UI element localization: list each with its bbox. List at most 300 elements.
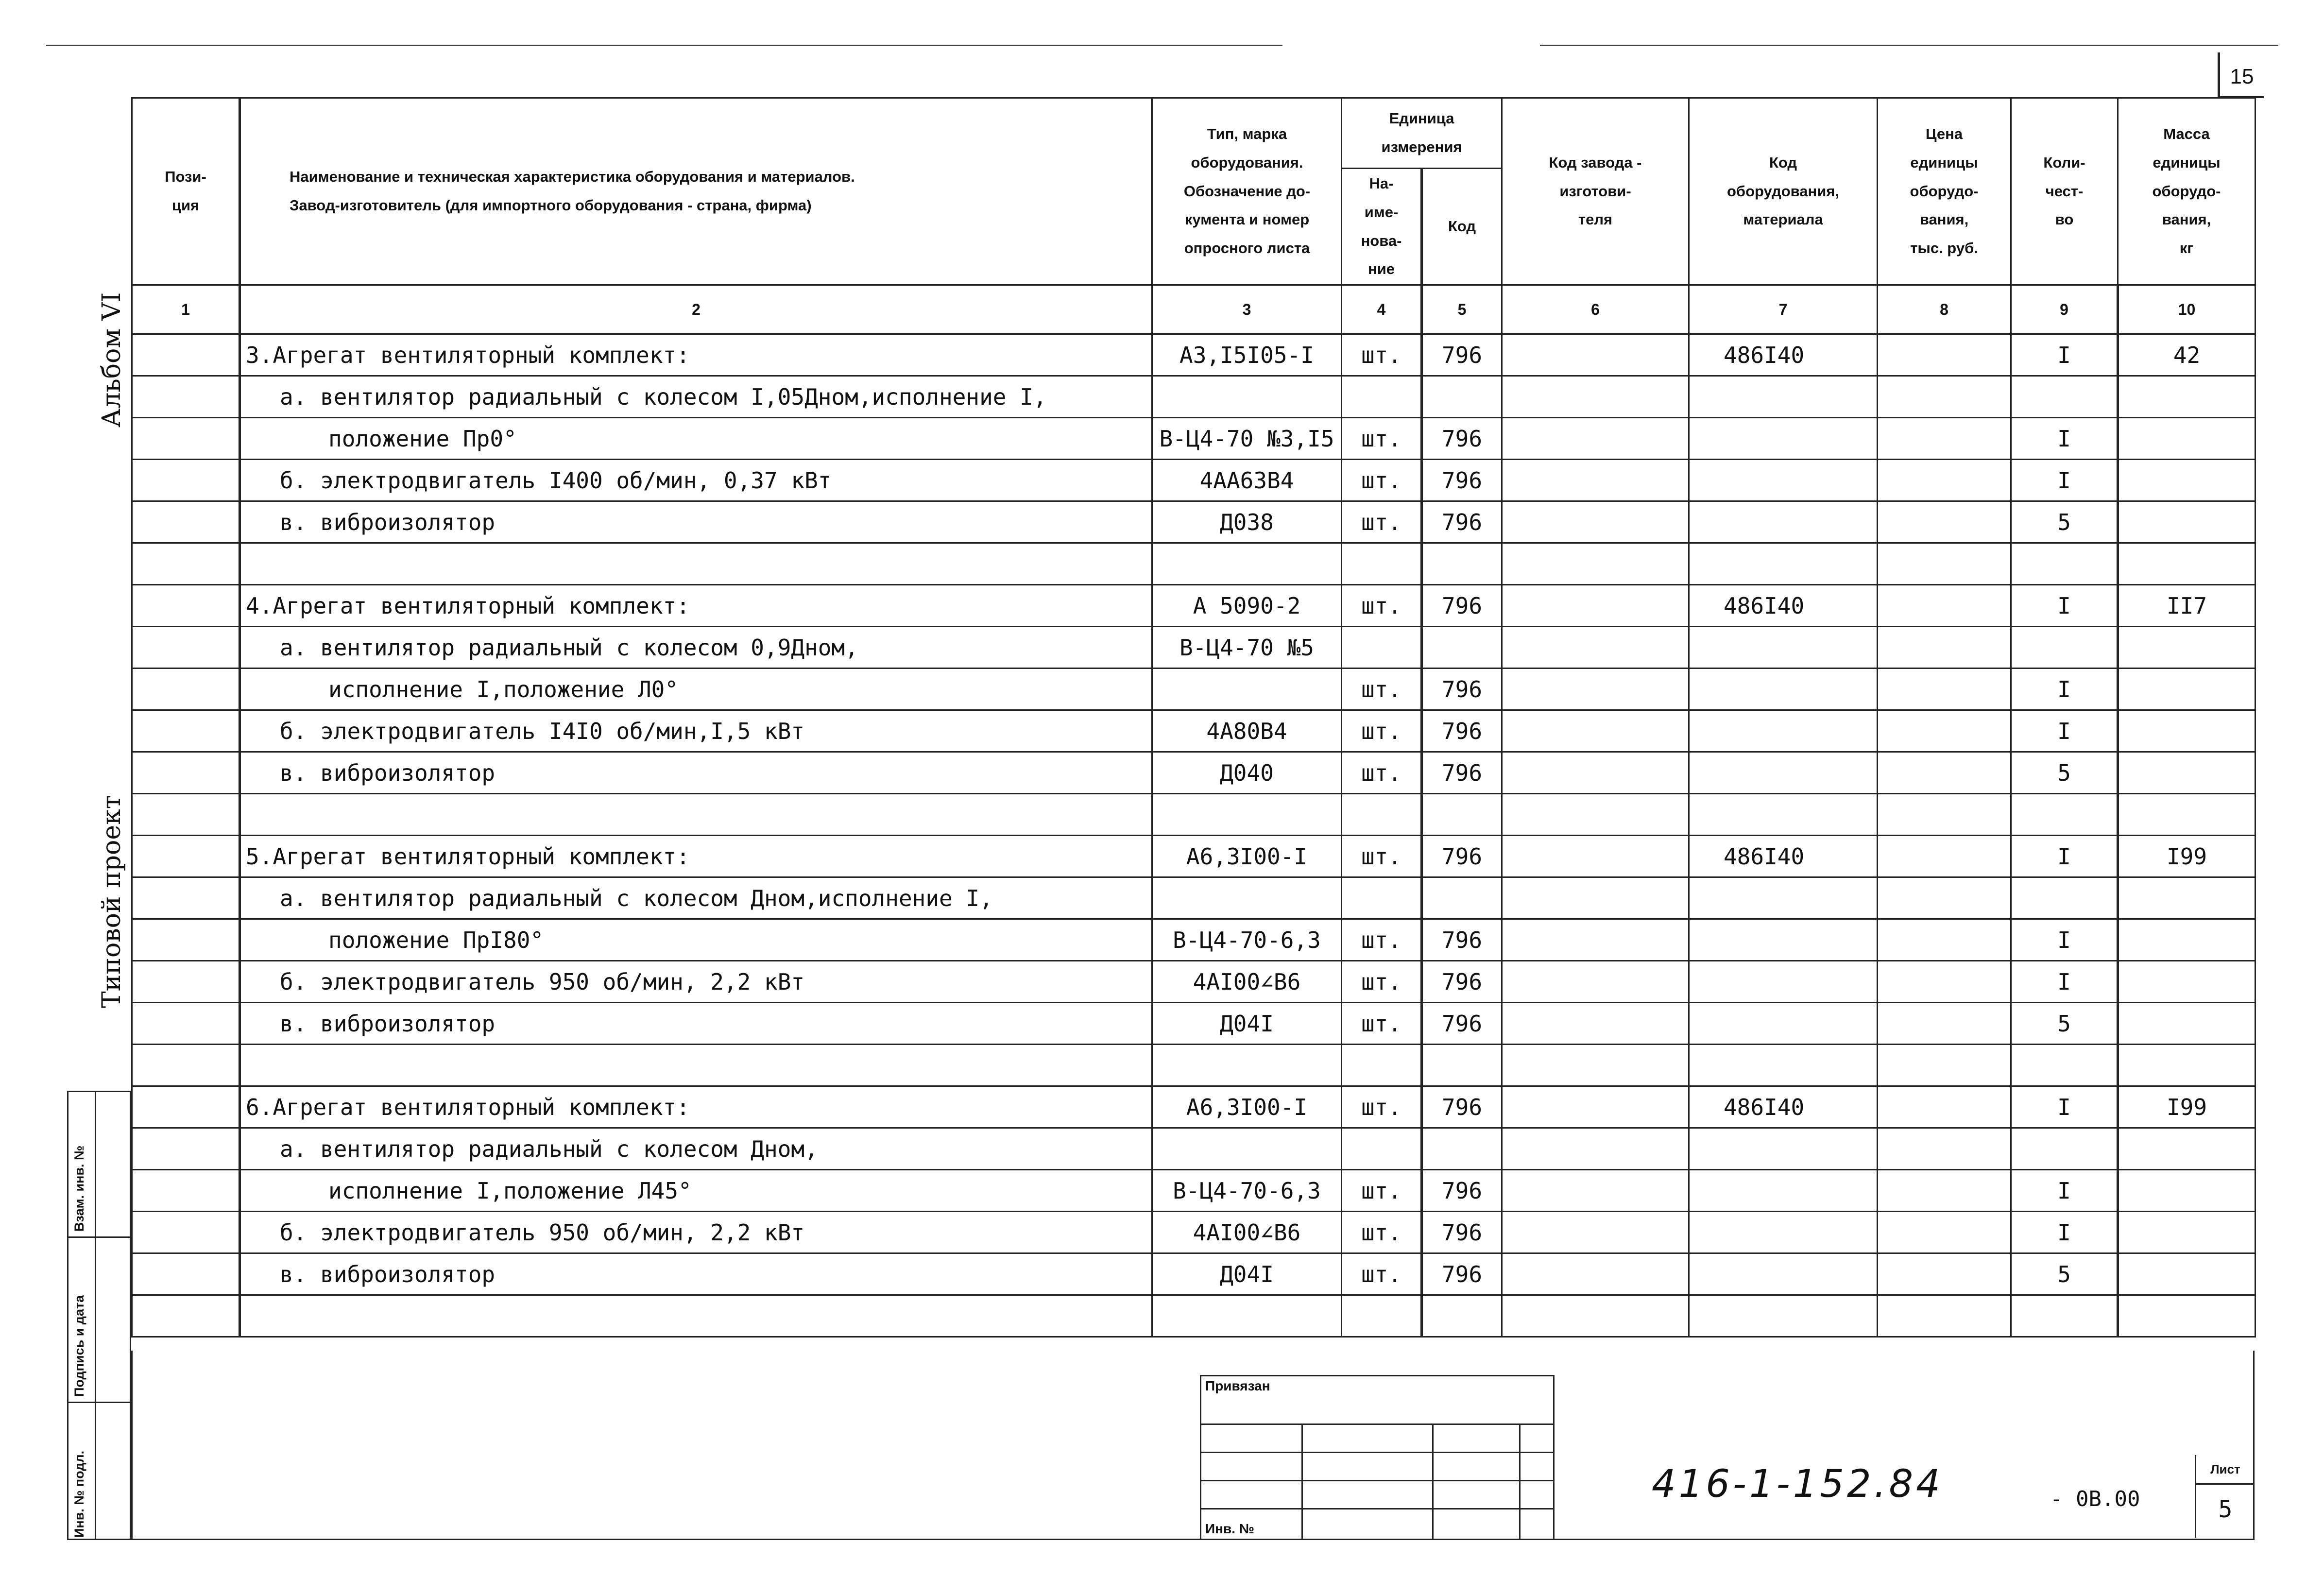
unit-code: 796 — [1422, 334, 1502, 376]
unit-code: 796 — [1422, 919, 1502, 961]
table-row — [132, 460, 2256, 501]
unit-price — [1878, 543, 2011, 585]
document-suffix: - 0В.00 — [2050, 1487, 2140, 1511]
item-name — [240, 1045, 1152, 1086]
unit-code — [1422, 1295, 1502, 1337]
quantity: I — [2011, 418, 2118, 460]
item-type: А6,3I00-I — [1152, 1086, 1342, 1128]
quantity — [2011, 543, 2118, 585]
equipment-code — [1689, 543, 1878, 585]
unit-mass: I99 — [2118, 1086, 2256, 1128]
position-cell — [132, 376, 240, 418]
plant-code — [1502, 627, 1689, 669]
item-name: а. вентилятор радиальный с колесом Дном, — [240, 1128, 1152, 1170]
unit-price — [1878, 1212, 2011, 1253]
unit-price — [1878, 627, 2011, 669]
equipment-code — [1689, 460, 1878, 501]
equipment-code — [1689, 1003, 1878, 1045]
position-cell — [132, 836, 240, 877]
item-name: б. электродвигатель I400 об/мин, 0,37 кВт — [240, 460, 1152, 501]
unit-name — [1342, 1128, 1422, 1170]
unit-mass — [2118, 501, 2256, 543]
item-type: 4АI00∠В6 — [1152, 1212, 1342, 1253]
header-unit-name-line: име- — [1364, 203, 1399, 221]
position-cell — [132, 501, 240, 543]
item-name: в. виброизолятор — [240, 1003, 1152, 1045]
unit-mass — [2118, 669, 2256, 710]
equipment-code: 486I40 — [1689, 1086, 1878, 1128]
unit-price — [1878, 334, 2011, 376]
item-type — [1152, 1045, 1342, 1086]
table-row — [132, 627, 2256, 669]
unit-name: шт. — [1342, 1212, 1422, 1253]
header-equipment-code — [1689, 98, 1878, 285]
item-type — [1152, 376, 1342, 418]
item-type: Д04I — [1152, 1003, 1342, 1045]
top-rule-right — [1540, 45, 2278, 46]
unit-code: 796 — [1422, 418, 1502, 460]
position-cell — [132, 1086, 240, 1128]
table-row — [132, 1086, 2256, 1128]
unit-name: шт. — [1342, 501, 1422, 543]
unit-mass — [2118, 418, 2256, 460]
unit-mass — [2118, 710, 2256, 752]
equipment-code: 486I40 — [1689, 334, 1878, 376]
header-price-line: тыс. руб. — [1910, 240, 1978, 257]
item-name: исполнение I,положение Л45° — [240, 1170, 1152, 1212]
header-type-line: Обозначение до- — [1183, 182, 1311, 200]
unit-code — [1422, 1128, 1502, 1170]
unit-name: шт. — [1342, 1086, 1422, 1128]
stamp-inv-label: Инв. № — [1201, 1509, 1302, 1540]
strip-replace-inv: Взам. инв. № — [72, 1145, 86, 1232]
document-number: 416-1-152.84 — [1652, 1462, 1943, 1506]
unit-mass — [2118, 794, 2256, 836]
unit-price — [1878, 752, 2011, 794]
table-row — [132, 794, 2256, 836]
header-quantity-line: во — [2055, 211, 2074, 228]
header-unit-name-line: нова- — [1361, 232, 1402, 249]
quantity — [2011, 794, 2118, 836]
equipment-code — [1689, 669, 1878, 710]
item-name: 5.Агрегат вентиляторный комплект: — [240, 836, 1152, 877]
unit-code: 796 — [1422, 460, 1502, 501]
column-number: 8 — [1878, 285, 2011, 334]
sheet-top-number: 15 — [2218, 52, 2264, 98]
item-type: В-Ц4-70-6,3 — [1152, 919, 1342, 961]
unit-price — [1878, 1086, 2011, 1128]
position-cell — [132, 334, 240, 376]
plant-code — [1502, 418, 1689, 460]
unit-mass: I99 — [2118, 836, 2256, 877]
unit-price — [1878, 794, 2011, 836]
header-type-line: кумента и номер — [1184, 211, 1310, 228]
equipment-code — [1689, 627, 1878, 669]
unit-price — [1878, 961, 2011, 1003]
column-number: 2 — [240, 285, 1152, 334]
position-cell — [132, 1128, 240, 1170]
table-row — [132, 1128, 2256, 1170]
item-name: положение Пр0° — [240, 418, 1152, 460]
item-name: б. электродвигатель 950 об/мин, 2,2 кВт — [240, 961, 1152, 1003]
header-type-line: оборудования. — [1191, 154, 1303, 171]
album-label: Альбом VI — [97, 292, 126, 428]
unit-name — [1342, 877, 1422, 919]
table-row — [132, 1295, 2256, 1337]
unit-price — [1878, 376, 2011, 418]
header-equipment-code-line: Код — [1769, 154, 1797, 171]
plant-code — [1502, 836, 1689, 877]
table-row — [132, 376, 2256, 418]
unit-name — [1342, 1045, 1422, 1086]
unit-mass — [2118, 1295, 2256, 1337]
unit-name: шт. — [1342, 752, 1422, 794]
quantity: I — [2011, 460, 2118, 501]
unit-code: 796 — [1422, 752, 1502, 794]
unit-code: 796 — [1422, 1253, 1502, 1295]
header-quantity-line: чест- — [2045, 182, 2084, 200]
equipment-code: 486I40 — [1689, 585, 1878, 627]
header-mass — [2118, 98, 2256, 285]
unit-price — [1878, 877, 2011, 919]
item-name: 3.Агрегат вентиляторный комплект: — [240, 334, 1152, 376]
item-type — [1152, 794, 1342, 836]
item-type — [1152, 543, 1342, 585]
unit-name — [1342, 543, 1422, 585]
item-type: А 5090-2 — [1152, 585, 1342, 627]
quantity: I — [2011, 836, 2118, 877]
position-cell — [132, 1253, 240, 1295]
plant-code — [1502, 961, 1689, 1003]
unit-mass — [2118, 376, 2256, 418]
unit-name: шт. — [1342, 919, 1422, 961]
header-equipment-code-line: оборудования, — [1727, 182, 1840, 200]
quantity: 5 — [2011, 752, 2118, 794]
equipment-code — [1689, 919, 1878, 961]
header-plant-code — [1502, 98, 1689, 285]
header-unit-name-line: ние — [1367, 260, 1395, 278]
unit-price — [1878, 501, 2011, 543]
unit-mass: 42 — [2118, 334, 2256, 376]
unit-price — [1878, 710, 2011, 752]
position-cell — [132, 752, 240, 794]
header-unit-name — [1342, 169, 1422, 285]
plant-code — [1502, 794, 1689, 836]
item-name: в. виброизолятор — [240, 1253, 1152, 1295]
unit-code: 796 — [1422, 836, 1502, 877]
position-cell — [132, 877, 240, 919]
item-name: а. вентилятор радиальный с колесом 0,9Дном, — [240, 627, 1152, 669]
unit-name: шт. — [1342, 710, 1422, 752]
column-number: 3 — [1152, 285, 1342, 334]
unit-mass — [2118, 1003, 2256, 1045]
equipment-code — [1689, 1128, 1878, 1170]
header-plant-code-line: теля — [1578, 211, 1613, 228]
unit-code: 796 — [1422, 1003, 1502, 1045]
quantity — [2011, 877, 2118, 919]
equipment-code — [1689, 1045, 1878, 1086]
unit-mass — [2118, 460, 2256, 501]
header-type-line: опросного листа — [1184, 240, 1310, 257]
item-name: б. электродвигатель 950 об/мин, 2,2 кВт — [240, 1212, 1152, 1253]
plant-code — [1502, 919, 1689, 961]
header-name — [240, 98, 1152, 285]
header-equipment-code-line: материала — [1743, 211, 1823, 228]
sheet-value: 5 — [2218, 1496, 2233, 1523]
unit-name: шт. — [1342, 1253, 1422, 1295]
unit-price — [1878, 1170, 2011, 1212]
item-name: исполнение I,положение Л0° — [240, 669, 1152, 710]
item-type: А6,3I00-I — [1152, 836, 1342, 877]
equipment-code — [1689, 418, 1878, 460]
table-row — [132, 1212, 2256, 1253]
header-unit-group — [1342, 98, 1502, 169]
unit-price — [1878, 460, 2011, 501]
item-type: А3,I5I05-I — [1152, 334, 1342, 376]
unit-price — [1878, 1045, 2011, 1086]
item-name: положение ПрI80° — [240, 919, 1152, 961]
unit-code: 796 — [1422, 1170, 1502, 1212]
column-number: 1 — [132, 285, 240, 334]
plant-code — [1502, 877, 1689, 919]
header-unit-group-line: Единица — [1389, 110, 1454, 127]
equipment-code — [1689, 1253, 1878, 1295]
plant-code — [1502, 1170, 1689, 1212]
position-cell — [132, 1045, 240, 1086]
column-number: 10 — [2118, 285, 2256, 334]
unit-name: шт. — [1342, 836, 1422, 877]
header-unit-group-line: измерения — [1381, 138, 1462, 155]
item-name: 4.Агрегат вентиляторный комплект: — [240, 585, 1152, 627]
unit-price — [1878, 418, 2011, 460]
equipment-code: 486I40 — [1689, 836, 1878, 877]
quantity: I — [2011, 669, 2118, 710]
header-position — [132, 98, 240, 285]
unit-name: шт. — [1342, 961, 1422, 1003]
header-price-line: Цена — [1925, 125, 1963, 142]
header-type — [1152, 98, 1342, 285]
quantity — [2011, 1045, 2118, 1086]
header-position-line: ция — [171, 197, 200, 214]
plant-code — [1502, 1295, 1689, 1337]
header-unit-code-line: Код — [1448, 218, 1476, 235]
unit-mass — [2118, 1045, 2256, 1086]
header-quantity-line: Коли- — [2043, 154, 2085, 171]
table-row — [132, 836, 2256, 877]
equipment-code — [1689, 794, 1878, 836]
item-type — [1152, 1295, 1342, 1337]
strip-orig-inv: Инв. № подл. — [72, 1450, 86, 1538]
unit-name: шт. — [1342, 1170, 1422, 1212]
column-number: 4 — [1342, 285, 1422, 334]
column-number: 9 — [2011, 285, 2118, 334]
item-name — [240, 1295, 1152, 1337]
header-mass-line: оборудо- — [2152, 182, 2221, 200]
unit-mass — [2118, 1212, 2256, 1253]
quantity: I — [2011, 1212, 2118, 1253]
item-type: В-Ц4-70 №5 — [1152, 627, 1342, 669]
unit-price — [1878, 919, 2011, 961]
header-quantity — [2011, 98, 2118, 285]
quantity: I — [2011, 1086, 2118, 1128]
position-cell — [132, 1212, 240, 1253]
quantity — [2011, 1295, 2118, 1337]
header-price-line: единицы — [1910, 154, 1978, 171]
table-row — [132, 752, 2256, 794]
unit-mass — [2118, 1128, 2256, 1170]
header-type-line: Тип, марка — [1207, 125, 1287, 142]
header-price — [1878, 98, 2011, 285]
item-type: Д04I — [1152, 1253, 1342, 1295]
unit-mass — [2118, 752, 2256, 794]
quantity: I — [2011, 710, 2118, 752]
plant-code — [1502, 1212, 1689, 1253]
plant-code — [1502, 1045, 1689, 1086]
unit-code: 796 — [1422, 585, 1502, 627]
header-name-line: Завод-изготовитель (для импортного оборудования - страна, фирма) — [290, 197, 812, 214]
sheet-box — [2195, 1455, 2255, 1538]
top-rule-left — [46, 45, 1282, 46]
unit-mass — [2118, 1170, 2256, 1212]
unit-price — [1878, 1253, 2011, 1295]
item-name: а. вентилятор радиальный с колесом I,05Дном,исполнение I, — [240, 376, 1152, 418]
plant-code — [1502, 1128, 1689, 1170]
item-type: Д038 — [1152, 501, 1342, 543]
position-cell — [132, 1295, 240, 1337]
unit-code — [1422, 376, 1502, 418]
item-name: 6.Агрегат вентиляторный комплект: — [240, 1086, 1152, 1128]
quantity: I — [2011, 1170, 2118, 1212]
typical-project-label: Типовой проект — [97, 795, 126, 1008]
header-mass-line: Масса — [2163, 125, 2210, 142]
position-cell — [132, 1170, 240, 1212]
equipment-code — [1689, 710, 1878, 752]
sheet-label: Лист — [2196, 1455, 2255, 1485]
equipment-code — [1689, 376, 1878, 418]
header-unit-code — [1422, 169, 1502, 285]
quantity: I — [2011, 334, 2118, 376]
unit-code: 796 — [1422, 1212, 1502, 1253]
plant-code — [1502, 669, 1689, 710]
position-cell — [132, 543, 240, 585]
equipment-code — [1689, 961, 1878, 1003]
quantity: I — [2011, 585, 2118, 627]
item-type: 4АА63В4 — [1152, 460, 1342, 501]
unit-mass — [2118, 919, 2256, 961]
equipment-code — [1689, 1295, 1878, 1337]
item-type — [1152, 1128, 1342, 1170]
unit-price — [1878, 1128, 2011, 1170]
quantity — [2011, 1128, 2118, 1170]
position-cell — [132, 710, 240, 752]
column-number: 5 — [1422, 285, 1502, 334]
unit-mass — [2118, 877, 2256, 919]
table-row — [132, 877, 2256, 919]
unit-code — [1422, 1045, 1502, 1086]
column-number-row — [132, 285, 2256, 334]
column-number: 7 — [1689, 285, 1878, 334]
item-type: Д040 — [1152, 752, 1342, 794]
position-cell — [132, 585, 240, 627]
unit-code: 796 — [1422, 1086, 1502, 1128]
unit-name — [1342, 627, 1422, 669]
unit-mass — [2118, 627, 2256, 669]
unit-code: 796 — [1422, 710, 1502, 752]
unit-name — [1342, 376, 1422, 418]
header-position-line: Пози- — [165, 168, 206, 186]
table-row — [132, 501, 2256, 543]
table-row — [132, 1170, 2256, 1212]
item-name — [240, 794, 1152, 836]
position-cell — [132, 919, 240, 961]
unit-name — [1342, 794, 1422, 836]
equipment-code — [1689, 501, 1878, 543]
table-row — [132, 710, 2256, 752]
plant-code — [1502, 1253, 1689, 1295]
plant-code — [1502, 585, 1689, 627]
stamp-bound-label: Привязан — [1201, 1376, 1554, 1424]
plant-code — [1502, 460, 1689, 501]
unit-code — [1422, 877, 1502, 919]
unit-name: шт. — [1342, 669, 1422, 710]
unit-code: 796 — [1422, 501, 1502, 543]
unit-price — [1878, 1295, 2011, 1337]
unit-name: шт. — [1342, 418, 1422, 460]
quantity: 5 — [2011, 1253, 2118, 1295]
position-cell — [132, 669, 240, 710]
plant-code — [1502, 710, 1689, 752]
header-plant-code-line: изготови- — [1559, 182, 1631, 200]
item-type — [1152, 877, 1342, 919]
unit-code: 796 — [1422, 961, 1502, 1003]
header-unit-name-line: На- — [1369, 174, 1394, 192]
plant-code — [1502, 501, 1689, 543]
position-cell — [132, 794, 240, 836]
table-row — [132, 418, 2256, 460]
unit-mass — [2118, 1253, 2256, 1295]
bottom-frame — [131, 1351, 2255, 1540]
item-name: в. виброизолятор — [240, 501, 1152, 543]
header-price-line: оборудо- — [1910, 182, 1979, 200]
unit-name — [1342, 1295, 1422, 1337]
equipment-code — [1689, 752, 1878, 794]
unit-price — [1878, 669, 2011, 710]
table-row — [132, 1045, 2256, 1086]
unit-mass — [2118, 543, 2256, 585]
approval-strip — [67, 1091, 131, 1540]
unit-code: 796 — [1422, 669, 1502, 710]
position-cell — [132, 460, 240, 501]
position-cell — [132, 961, 240, 1003]
table-row — [132, 1253, 2256, 1295]
table-row — [132, 543, 2256, 585]
equipment-code — [1689, 1170, 1878, 1212]
header-name-line: Наименование и техническая характеристика оборудования и материалов. — [290, 168, 855, 186]
column-number: 6 — [1502, 285, 1689, 334]
header-plant-code-line: Код завода - — [1549, 154, 1642, 171]
quantity: 5 — [2011, 1003, 2118, 1045]
item-type: В-Ц4-70 №3,I5 — [1152, 418, 1342, 460]
quantity — [2011, 627, 2118, 669]
table-row — [132, 585, 2256, 627]
unit-name: шт. — [1342, 1003, 1422, 1045]
unit-price — [1878, 585, 2011, 627]
item-type: В-Ц4-70-6,3 — [1152, 1170, 1342, 1212]
table-row — [132, 334, 2256, 376]
equipment-code — [1689, 1212, 1878, 1253]
position-cell — [132, 1003, 240, 1045]
quantity: I — [2011, 919, 2118, 961]
